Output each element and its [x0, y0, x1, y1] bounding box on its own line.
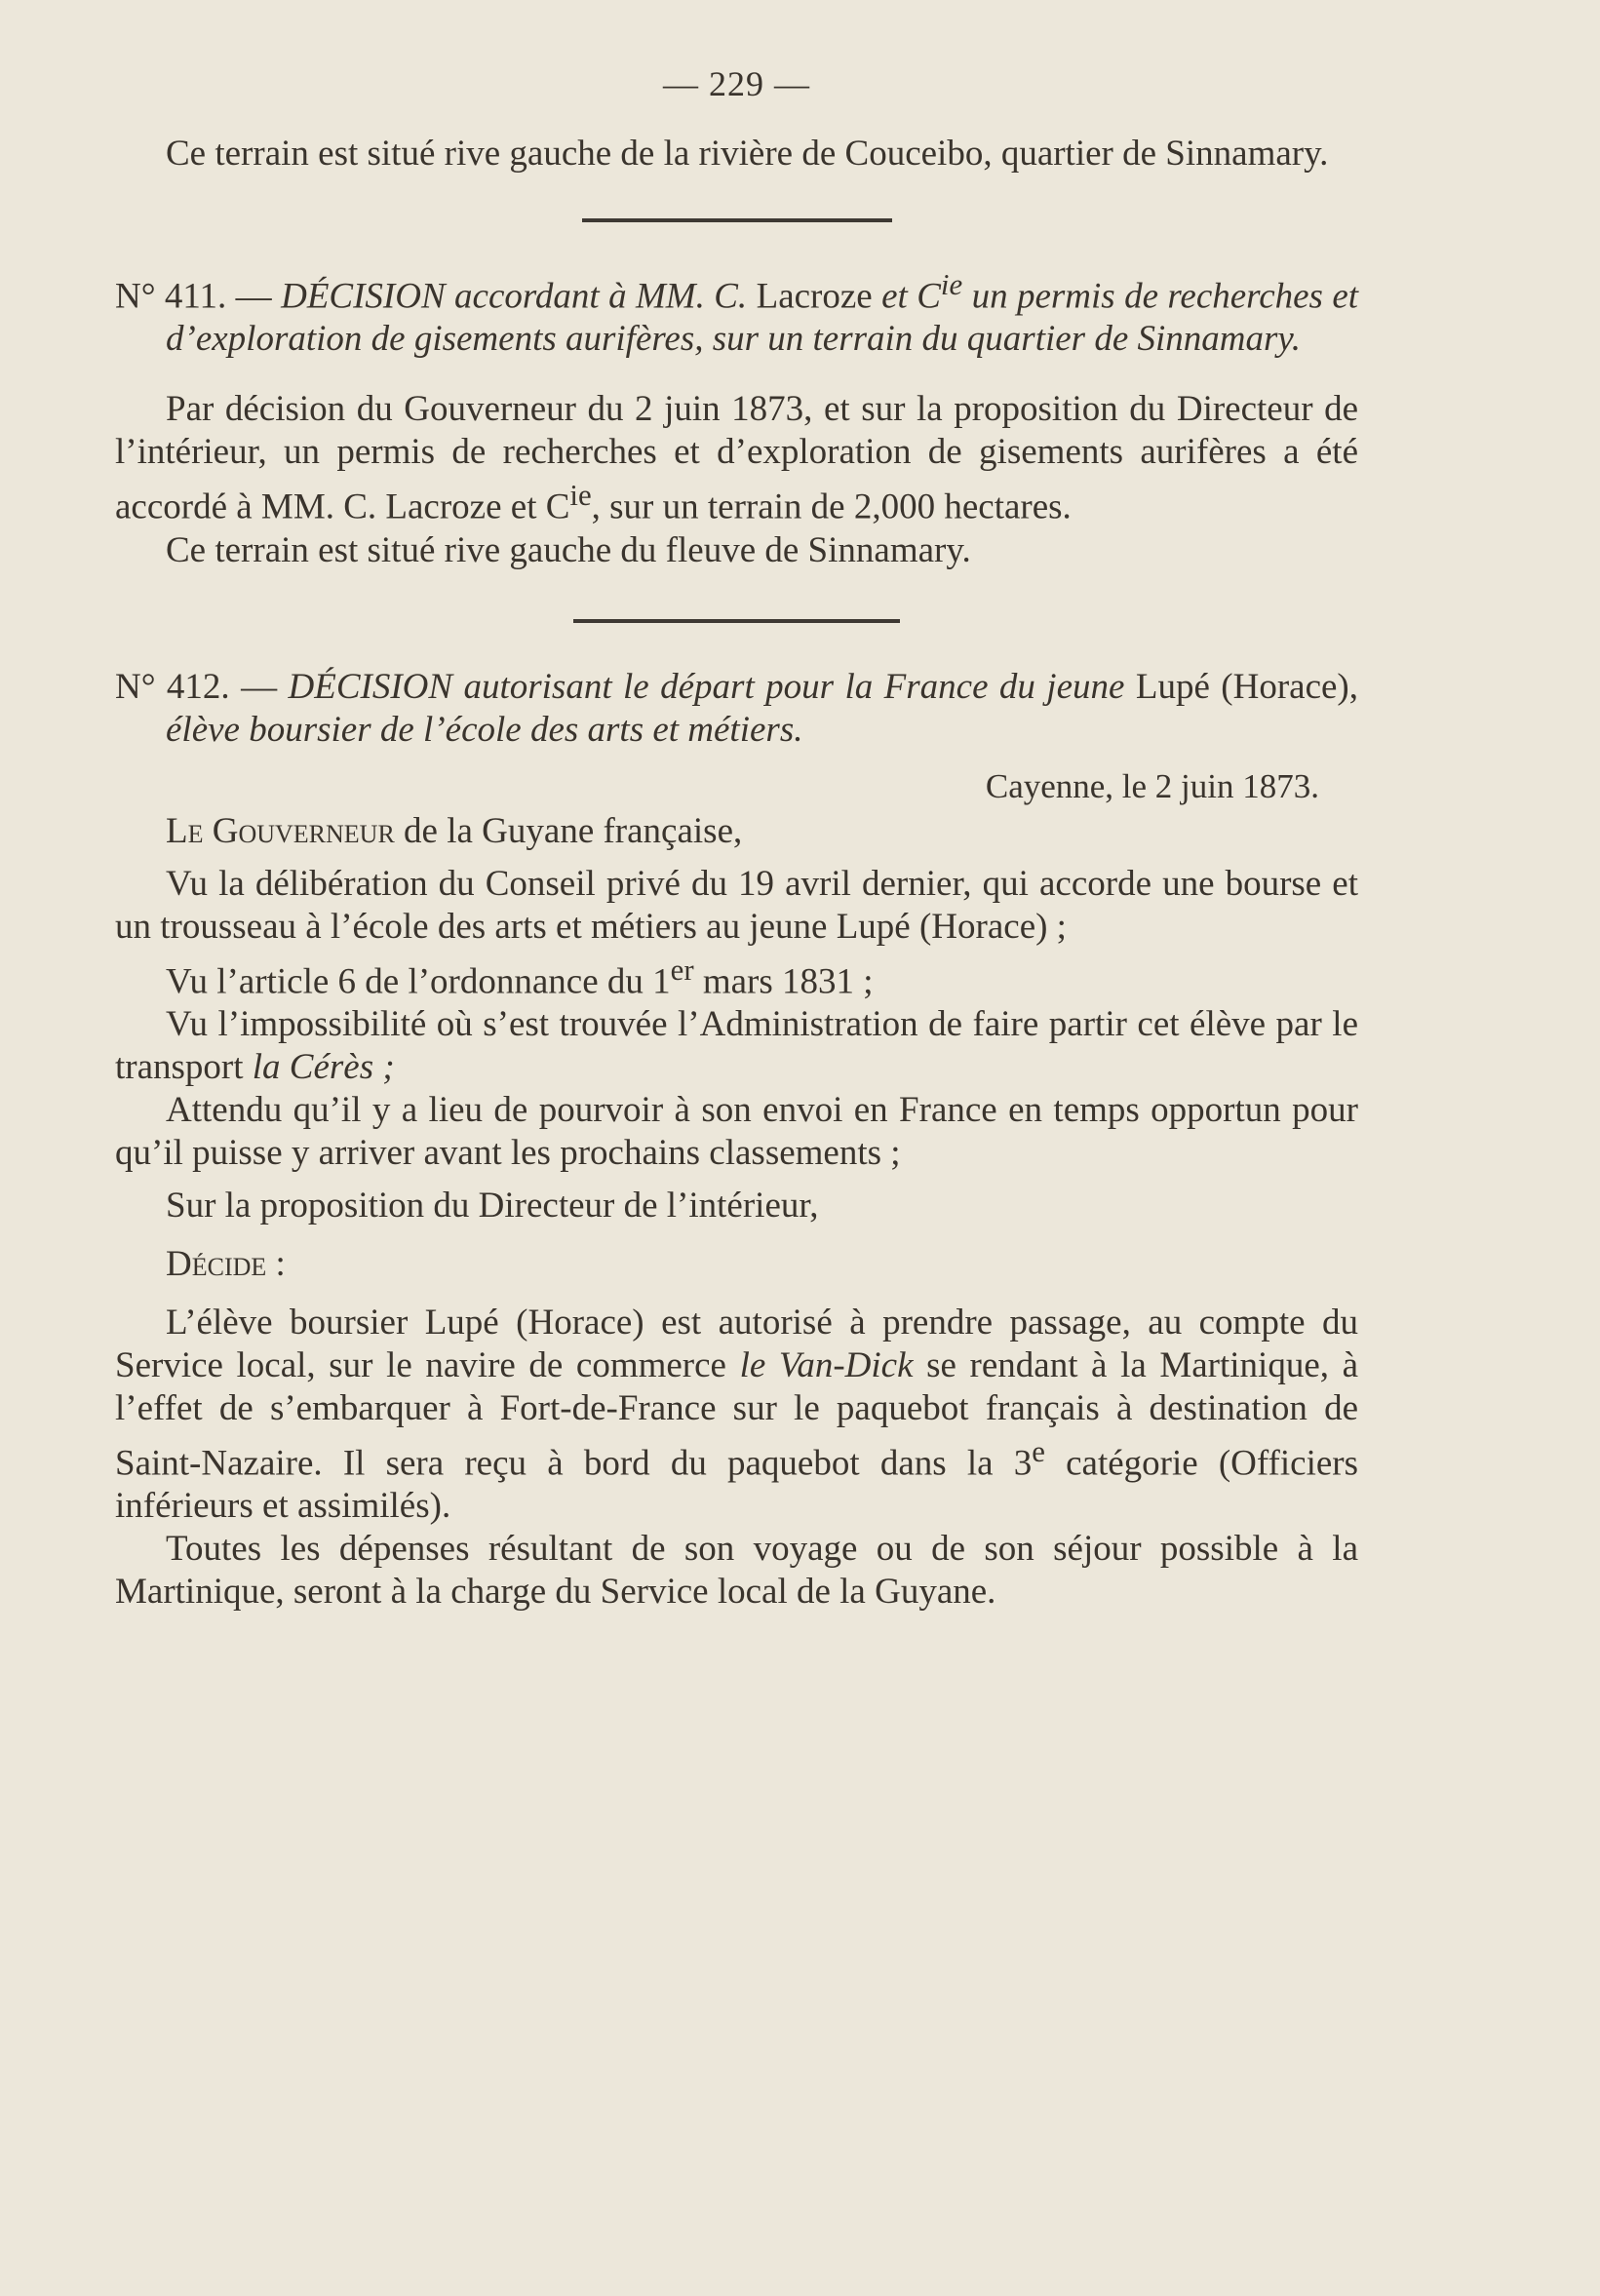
intro-paragraph: Ce terrain est situé rive gauche de la rivière de Couceibo, quartier de Sinnamary. [166, 134, 1329, 174]
decision-411 [115, 263, 1358, 572]
considerant-2-sup: er [670, 953, 694, 987]
decision-412-title-b: élève boursier de l’école des arts et métiers. [166, 709, 803, 750]
decision-411-body-a: Par décision du Gouverneur du 2 juin 1873, et sur la proposition du Directeur de l’intérieur, un permis de recherches et d’exploration de gisements aurifères a été accordé à MM. C. Lacroze et C [115, 389, 1358, 527]
decision-412-number: N° 412. — [115, 666, 278, 707]
document-page [115, 62, 1358, 1614]
article-1-ship: le Van-Dick [739, 1344, 914, 1385]
proposition-line: Sur la proposition du Directeur de l’intérieur, [166, 1185, 819, 1226]
decision-411-body [115, 388, 1358, 528]
attendu-paragraph: Attendu qu’il y a lieu de pourvoir à son envoi en France en temps opportun pour qu’il puisse y arriver avant les prochains classements ; [115, 1089, 1358, 1173]
governor-rest: de la Guyane française, [404, 810, 743, 851]
decision-412-title-a: DÉCISION autorisant le départ pour la France du jeune [288, 666, 1125, 707]
decision-411-title-c: un permis de recherches et d’exploration de gisements aurifères, sur un terrain du quartier de Sinnamary. [166, 276, 1359, 360]
article-1-b: se rendant à la Martinique, à l’effet de s’embarquer à Fort-de-France sur le paquebot français à destination de Saint-Nazaire. Il sera reçu à bord du paquebot dans la 3 [115, 1344, 1359, 1484]
decision-411-title-name: Lacroze [756, 276, 873, 317]
article-1-a: L’élève boursier Lupé (Horace) est autorisé à prendre passage, au compte du Service local, sur le navire de commerce [115, 1302, 1358, 1385]
decision-411-title-sup: ie [940, 268, 963, 301]
article-1-c: catégorie (Officiers inférieurs et assimilés). [115, 1443, 1358, 1527]
considerant-3-ship: la Cérès ; [252, 1046, 395, 1087]
considerant-2 [115, 949, 1358, 1003]
governor-title: Le Gouverneur [166, 810, 395, 851]
page-number: — 229 — [663, 64, 810, 103]
article-1 [115, 1302, 1358, 1528]
section-divider [582, 218, 892, 222]
section-divider [573, 619, 900, 623]
considerant-3-a: Vu l’impossibilité où s’est trouvée l’Administration de faire partir cet élève par le transport [115, 1003, 1358, 1087]
decision-411-body-sup: ie [569, 479, 592, 513]
considerant-2-b: mars 1831 ; [702, 960, 874, 1001]
decision-411-title-a: DÉCISION accordant à MM. C. [281, 276, 748, 317]
decision-411-body-2: Ce terrain est situé rive gauche du fleuve de Sinnamary. [166, 529, 971, 570]
considerant-3 [115, 1003, 1358, 1089]
decision-411-body-b: , sur un terrain de 2,000 hectares. [591, 486, 1072, 527]
dateline: Cayenne, le 2 juin 1873. [985, 766, 1319, 805]
decision-411-title [115, 263, 1358, 361]
decision-412 [115, 666, 1358, 1615]
governor-line [115, 810, 1358, 853]
considerant-2-a: Vu l’article 6 de l’ordonnance du 1 [166, 960, 671, 1001]
article-2: Toutes les dépenses résultant de son voyage ou de son séjour possible à la Martinique, seront à la charge du Service local de la Guyane. [115, 1529, 1358, 1613]
decide-heading: Décide : [166, 1243, 286, 1284]
decision-411-title-b: et C [881, 276, 941, 317]
decision-412-title [115, 666, 1358, 752]
decision-411-number: N° 411. — [115, 276, 272, 317]
decision-412-title-name: Lupé (Horace), [1135, 666, 1358, 707]
considerant-1: Vu la délibération du Conseil privé du 19 avril dernier, qui accorde une bourse et un trousseau à l’école des arts et métiers au jeune Lupé (Horace) ; [115, 863, 1358, 947]
article-1-sup: e [1032, 1434, 1045, 1468]
